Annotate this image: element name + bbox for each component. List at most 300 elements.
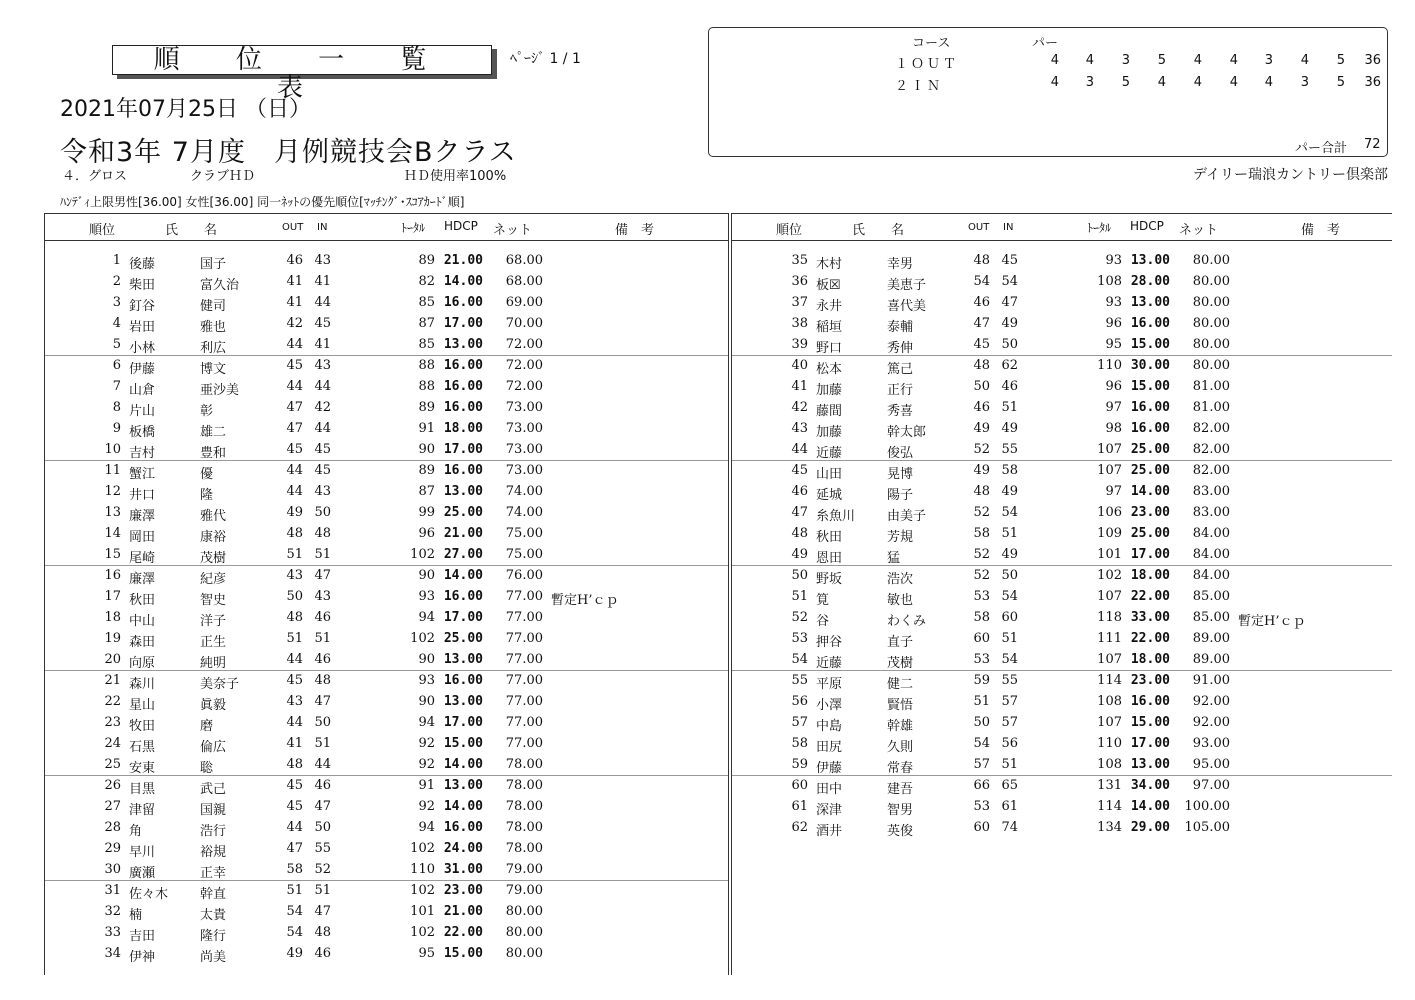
cell-last: 山倉: [129, 383, 156, 398]
cell-out: 58: [973, 610, 990, 625]
cell-rank: 26: [104, 778, 121, 793]
cell-out: 41: [286, 736, 303, 751]
cell-rank: 7: [112, 379, 121, 394]
cell-total: 118: [1097, 610, 1122, 625]
header-in: IN: [317, 222, 328, 233]
cell-first: 茂樹: [887, 656, 914, 671]
cell-hdcp: 14.00: [443, 274, 483, 289]
cell-hdcp: 13.00: [1130, 253, 1170, 268]
course-par-total: 36: [1364, 53, 1381, 68]
cell-out: 52: [973, 568, 990, 583]
cell-first: 常春: [887, 761, 914, 776]
cell-hdcp: 13.00: [443, 694, 483, 709]
cell-hdcp: 21.00: [443, 904, 483, 919]
cell-out: 50: [973, 715, 990, 730]
cell-last: 廉澤: [129, 509, 156, 524]
cell-last: 山田: [816, 467, 843, 482]
cell-last: 柴田: [129, 278, 156, 293]
cell-total: 94: [418, 820, 435, 835]
cell-hdcp: 25.00: [1130, 526, 1170, 541]
table-row: [732, 523, 1392, 544]
cell-out: 43: [286, 694, 303, 709]
cell-hdcp: 15.00: [1130, 715, 1170, 730]
cell-out: 45: [973, 337, 990, 352]
cell-net: 80.00: [1192, 295, 1230, 310]
cell-rank: 48: [791, 526, 808, 541]
cell-in: 45: [314, 442, 331, 457]
hole-par: 4: [1050, 75, 1059, 90]
cell-rank: 46: [791, 484, 808, 499]
cell-total: 107: [1097, 442, 1122, 457]
cell-first: 芳規: [887, 530, 914, 545]
cell-in: 45: [314, 463, 331, 478]
cell-total: 101: [1097, 547, 1122, 562]
cell-rank: 4: [112, 316, 121, 331]
table-header: [45, 213, 728, 241]
cell-total: 110: [1097, 358, 1122, 373]
cell-total: 99: [418, 505, 435, 520]
cell-out: 50: [286, 589, 303, 604]
handicap-rule: ﾊﾝﾃﾞｨ上限男性[36.00] 女性[36.00] 同一ﾈｯﾄの優先順位[ﾏｯﾁﾝｸﾞ･ｽｺｱｶｰﾄﾞ順]: [60, 195, 465, 209]
cell-total: 89: [418, 253, 435, 268]
cell-out: 51: [973, 694, 990, 709]
cell-total: 88: [418, 358, 435, 373]
cell-in: 46: [1001, 379, 1018, 394]
cell-first: 雅代: [200, 509, 227, 524]
cell-net: 81.00: [1192, 379, 1230, 394]
cell-hdcp: 16.00: [443, 673, 483, 688]
cell-out: 52: [973, 547, 990, 562]
cell-hdcp: 29.00: [1130, 820, 1170, 835]
cell-first: 富久治: [200, 278, 240, 293]
cell-last: 石黒: [129, 740, 156, 755]
table-row: [45, 880, 728, 901]
cell-first: 秀喜: [887, 404, 914, 419]
cell-net: 97.00: [1192, 778, 1230, 793]
cell-in: 48: [314, 526, 331, 541]
table-row: [45, 796, 728, 817]
table-row: [45, 523, 728, 544]
cell-total: 102: [1097, 568, 1122, 583]
cell-total: 102: [410, 841, 435, 856]
cell-last: 近藤: [816, 446, 843, 461]
table-header: [732, 213, 1392, 241]
cell-out: 54: [973, 274, 990, 289]
cell-first: 康裕: [200, 530, 227, 545]
cell-net: 77.00: [505, 652, 543, 667]
cell-first: 浩次: [887, 572, 914, 587]
table-row: [732, 817, 1392, 838]
cell-total: 85: [418, 337, 435, 352]
cell-first: 健司: [200, 299, 227, 314]
cell-total: 90: [418, 694, 435, 709]
cell-first: 建吾: [887, 782, 914, 797]
cell-in: 51: [314, 736, 331, 751]
cell-first: 賢悟: [887, 698, 914, 713]
cell-total: 94: [418, 715, 435, 730]
cell-total: 107: [1097, 652, 1122, 667]
table-row: [45, 943, 728, 964]
cell-out: 53: [973, 799, 990, 814]
cell-net: 73.00: [505, 421, 543, 436]
cell-last: 吉田: [129, 929, 156, 944]
cell-out: 51: [286, 883, 303, 898]
table-row: [45, 859, 728, 880]
cell-out: 48: [286, 526, 303, 541]
cell-in: 51: [314, 547, 331, 562]
cell-hdcp: 17.00: [443, 442, 483, 457]
cell-last: 加藤: [816, 425, 843, 440]
cell-first: 紀彦: [200, 572, 227, 587]
cell-hdcp: 16.00: [443, 463, 483, 478]
cell-hdcp: 18.00: [1130, 652, 1170, 667]
cell-first: 敏也: [887, 593, 914, 608]
header-net: ネット: [1179, 223, 1219, 238]
cell-net: 100.00: [1184, 799, 1230, 814]
cell-net: 73.00: [505, 463, 543, 478]
cell-hdcp: 14.00: [443, 568, 483, 583]
cell-in: 45: [1001, 253, 1018, 268]
table-row: [732, 628, 1392, 649]
cell-last: 加藤: [816, 383, 843, 398]
cell-net: 84.00: [1192, 568, 1230, 583]
cell-last: 森田: [129, 635, 156, 650]
cell-in: 52: [314, 862, 331, 877]
cell-first: 泰輔: [887, 320, 914, 335]
table-row: [45, 250, 728, 271]
cell-last: 木村: [816, 257, 843, 272]
cell-hdcp: 21.00: [443, 526, 483, 541]
cell-in: 61: [1001, 799, 1018, 814]
cell-in: 60: [1001, 610, 1018, 625]
cell-last: 近藤: [816, 656, 843, 671]
hole-par: 3: [1085, 75, 1094, 90]
event-date: 2021年07月25日 （日）: [60, 97, 311, 122]
cell-total: 89: [418, 400, 435, 415]
cell-hdcp: 16.00: [1130, 421, 1170, 436]
cell-net: 68.00: [505, 253, 543, 268]
table-row: [45, 439, 728, 460]
cell-in: 54: [1001, 589, 1018, 604]
hole-par: 4: [1300, 53, 1309, 68]
cell-rank: 59: [791, 757, 808, 772]
cell-out: 48: [286, 757, 303, 772]
cell-net: 70.00: [505, 316, 543, 331]
cell-rank: 58: [791, 736, 808, 751]
cell-in: 41: [314, 337, 331, 352]
cell-net: 79.00: [505, 883, 543, 898]
cell-in: 47: [314, 799, 331, 814]
table-row: [45, 691, 728, 712]
cell-rank: 33: [104, 925, 121, 940]
cell-net: 75.00: [505, 526, 543, 541]
cell-last: 筧: [816, 593, 830, 608]
cell-first: 正行: [887, 383, 914, 398]
cell-in: 46: [314, 652, 331, 667]
cell-first: 純明: [200, 656, 227, 671]
cell-hdcp: 22.00: [443, 925, 483, 940]
cell-total: 108: [1097, 274, 1122, 289]
hole-par: 5: [1157, 53, 1166, 68]
cell-net: 80.00: [1192, 316, 1230, 331]
cell-hdcp: 22.00: [1130, 631, 1170, 646]
cell-first: 正生: [200, 635, 227, 650]
cell-rank: 35: [791, 253, 808, 268]
cell-rank: 2: [112, 274, 121, 289]
cell-last: 片山: [129, 404, 156, 419]
cell-in: 51: [1001, 631, 1018, 646]
cell-first: 幹太郎: [887, 425, 927, 440]
cell-total: 96: [418, 526, 435, 541]
cell-last: 釘谷: [129, 299, 156, 314]
cell-out: 49: [286, 505, 303, 520]
cell-total: 131: [1097, 778, 1122, 793]
course-par-box: [708, 27, 1388, 157]
cell-hdcp: 15.00: [1130, 337, 1170, 352]
cell-net: 74.00: [505, 484, 543, 499]
cell-last: 平原: [816, 677, 843, 692]
cell-out: 44: [286, 715, 303, 730]
hole-par: 5: [1121, 75, 1130, 90]
cell-first: 篤己: [887, 362, 914, 377]
cell-in: 46: [314, 610, 331, 625]
cell-in: 51: [1001, 757, 1018, 772]
par-total-value: 72: [1364, 137, 1381, 152]
cell-first: 聡: [200, 761, 214, 776]
header-note: 備 考: [615, 223, 655, 238]
cell-first: 利広: [200, 341, 227, 356]
cell-total: 85: [418, 295, 435, 310]
header-total: ﾄｰﾀﾙ: [401, 221, 426, 235]
hole-par: 4: [1229, 75, 1238, 90]
cell-last: 押谷: [816, 635, 843, 650]
table-row: [732, 355, 1392, 376]
cell-in: 46: [314, 946, 331, 961]
table-row: [732, 586, 1392, 607]
cell-in: 55: [314, 841, 331, 856]
cell-net: 80.00: [1192, 358, 1230, 373]
cell-out: 44: [286, 463, 303, 478]
cell-out: 45: [286, 778, 303, 793]
cell-in: 42: [314, 400, 331, 415]
cell-last: 牧田: [129, 719, 156, 734]
cell-last: 延城: [816, 488, 843, 503]
table-row: [732, 460, 1392, 481]
cell-net: 75.00: [505, 547, 543, 562]
header-rank: 順位: [89, 223, 116, 238]
cell-last: 角: [129, 824, 143, 839]
cell-first: 隆行: [200, 929, 227, 944]
cell-rank: 22: [104, 694, 121, 709]
cell-net: 78.00: [505, 757, 543, 772]
cell-out: 46: [286, 253, 303, 268]
cell-first: 英俊: [887, 824, 914, 839]
cell-hdcp: 18.00: [1130, 568, 1170, 583]
cell-rank: 28: [104, 820, 121, 835]
cell-in: 56: [1001, 736, 1018, 751]
cell-last: 糸魚川: [816, 509, 856, 524]
cell-first: 豊和: [200, 446, 227, 461]
cell-net: 68.00: [505, 274, 543, 289]
cell-total: 102: [410, 883, 435, 898]
cell-rank: 55: [791, 673, 808, 688]
hole-par: 4: [1193, 53, 1202, 68]
table-row: [732, 418, 1392, 439]
cell-in: 45: [314, 316, 331, 331]
cell-total: 110: [410, 862, 435, 877]
cell-out: 45: [286, 358, 303, 373]
cell-total: 90: [418, 652, 435, 667]
table-row: [732, 691, 1392, 712]
cell-in: 43: [314, 589, 331, 604]
cell-total: 108: [1097, 694, 1122, 709]
cell-rank: 16: [104, 568, 121, 583]
cell-net: 83.00: [1192, 484, 1230, 499]
cell-net: 89.00: [1192, 631, 1230, 646]
cell-hdcp: 16.00: [443, 400, 483, 415]
table-row: [732, 565, 1392, 586]
cell-first: 陽子: [887, 488, 914, 503]
table-row: [45, 313, 728, 334]
cell-out: 51: [286, 547, 303, 562]
cell-last: 稲垣: [816, 320, 843, 335]
table-row: [45, 670, 728, 691]
cell-in: 54: [1001, 274, 1018, 289]
cell-net: 82.00: [1192, 463, 1230, 478]
cell-hdcp: 16.00: [1130, 694, 1170, 709]
cell-rank: 57: [791, 715, 808, 730]
cell-note: 暫定H’ｃｐ: [551, 593, 619, 608]
cell-rank: 25: [104, 757, 121, 772]
cell-rank: 51: [791, 589, 808, 604]
cell-in: 55: [1001, 442, 1018, 457]
cell-net: 82.00: [1192, 421, 1230, 436]
table-row: [732, 670, 1392, 691]
cell-out: 57: [973, 757, 990, 772]
cell-hdcp: 14.00: [443, 799, 483, 814]
cell-out: 47: [286, 400, 303, 415]
cell-rank: 29: [104, 841, 121, 856]
cell-first: 国子: [200, 257, 227, 272]
course-par-total: 36: [1364, 75, 1381, 90]
cell-rank: 44: [791, 442, 808, 457]
cell-first: 国親: [200, 803, 227, 818]
cell-rank: 17: [104, 589, 121, 604]
cell-rank: 3: [112, 295, 121, 310]
cell-in: 49: [1001, 484, 1018, 499]
table-row: [732, 334, 1392, 355]
cell-last: 松本: [816, 362, 843, 377]
table-row: [45, 502, 728, 523]
cell-hdcp: 14.00: [1130, 799, 1170, 814]
cell-last: 蟹江: [129, 467, 156, 482]
cell-hdcp: 13.00: [443, 652, 483, 667]
cell-hdcp: 16.00: [443, 358, 483, 373]
cell-hdcp: 16.00: [443, 379, 483, 394]
cell-in: 44: [314, 295, 331, 310]
header-total: ﾄｰﾀﾙ: [1087, 221, 1112, 235]
cell-net: 95.00: [1192, 757, 1230, 772]
cell-first: 隆: [200, 488, 214, 503]
hole-par: 3: [1121, 53, 1130, 68]
cell-total: 94: [418, 610, 435, 625]
cell-rank: 31: [104, 883, 121, 898]
cell-last: 星山: [129, 698, 156, 713]
hole-par: 3: [1300, 75, 1309, 90]
header-in: IN: [1003, 222, 1014, 233]
cell-out: 48: [973, 358, 990, 373]
cell-last: 田中: [816, 782, 843, 797]
cell-out: 45: [286, 799, 303, 814]
cell-out: 54: [286, 904, 303, 919]
course-label: １ＯＵＴ: [895, 57, 960, 72]
cell-rank: 50: [791, 568, 808, 583]
cell-in: 50: [314, 820, 331, 835]
table-row: [45, 460, 728, 481]
cell-hdcp: 23.00: [1130, 505, 1170, 520]
cell-net: 80.00: [505, 925, 543, 940]
cell-out: 46: [973, 295, 990, 310]
cell-first: 秀伸: [887, 341, 914, 356]
cell-hdcp: 25.00: [1130, 442, 1170, 457]
table-row: [45, 649, 728, 670]
header-rank: 順位: [776, 223, 803, 238]
cell-net: 91.00: [1192, 673, 1230, 688]
cell-last: 安東: [129, 761, 156, 776]
cell-total: 91: [418, 421, 435, 436]
cell-rank: 30: [104, 862, 121, 877]
hole-par: 4: [1085, 53, 1094, 68]
cell-net: 78.00: [505, 841, 543, 856]
cell-total: 114: [1097, 673, 1122, 688]
table-row: [732, 439, 1392, 460]
cell-hdcp: 25.00: [1130, 463, 1170, 478]
cell-total: 93: [418, 673, 435, 688]
cell-net: 73.00: [505, 442, 543, 457]
cell-hdcp: 34.00: [1130, 778, 1170, 793]
cell-last: 中島: [816, 719, 843, 734]
cell-last: 田尻: [816, 740, 843, 755]
cell-in: 49: [1001, 547, 1018, 562]
cell-first: 博文: [200, 362, 227, 377]
cell-net: 93.00: [1192, 736, 1230, 751]
cell-in: 50: [1001, 337, 1018, 352]
header-out: OUT: [968, 222, 990, 233]
cell-first: 健二: [887, 677, 914, 692]
cell-out: 46: [973, 400, 990, 415]
table-row: [45, 418, 728, 439]
cell-total: 96: [1105, 316, 1122, 331]
table-row: [732, 775, 1392, 796]
cell-in: 50: [314, 505, 331, 520]
cell-out: 54: [286, 925, 303, 940]
cell-last: 深津: [816, 803, 843, 818]
par-total-label: パー合計: [1295, 141, 1348, 156]
cell-first: 正幸: [200, 866, 227, 881]
cell-last: 岡田: [129, 530, 156, 545]
cell-hdcp: 17.00: [1130, 736, 1170, 751]
cell-hdcp: 17.00: [443, 715, 483, 730]
table-row: [45, 712, 728, 733]
cell-hdcp: 13.00: [443, 484, 483, 499]
cell-out: 49: [973, 421, 990, 436]
cell-in: 43: [314, 253, 331, 268]
cell-rank: 12: [104, 484, 121, 499]
cell-hdcp: 13.00: [1130, 295, 1170, 310]
cell-last: 津留: [129, 803, 156, 818]
cell-first: 晃博: [887, 467, 914, 482]
cell-net: 92.00: [1192, 694, 1230, 709]
